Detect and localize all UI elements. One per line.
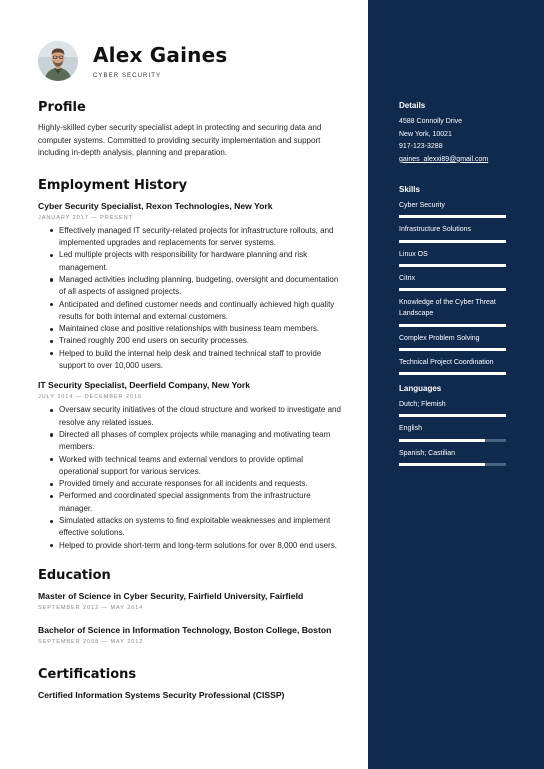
main-content [38, 100, 342, 700]
language-item [399, 399, 506, 417]
language-label: Dutch; Flemish [399, 401, 446, 408]
job-bullet: Maintained close and positive relationships with business team members. [38, 323, 342, 335]
avatar [38, 41, 78, 81]
address-line-1: 4588 Connolly Drive [399, 118, 463, 125]
skill-item [399, 297, 506, 327]
skill-bar [399, 372, 506, 375]
skills-section [399, 185, 506, 381]
skill-label: Complex Problem Solving [399, 334, 480, 342]
language-bar-fill [399, 463, 485, 466]
education-entry [38, 625, 342, 645]
skill-bar-fill [399, 264, 506, 267]
skill-item [399, 200, 506, 218]
job-bullet: Provided timely and accurate responses for all incidents and requests. [38, 478, 342, 490]
employment-section [38, 178, 342, 552]
skill-bar [399, 288, 506, 291]
skill-bar [399, 240, 506, 243]
education-heading: Education [38, 567, 111, 583]
profile-text: Highly-skilled cyber security specialist adept in protecting and securing data and computer systems. Committed to providing security implementation and support including in-depth analysis, planning and preparation. [38, 123, 322, 158]
education-dates: SEPTEMBER 2008 — MAY 2012 [38, 638, 144, 645]
skill-label: Citrix [399, 274, 415, 282]
name-block [93, 44, 227, 79]
job-entry [38, 380, 342, 552]
sidebar [368, 0, 544, 769]
skill-bar-fill [399, 372, 506, 375]
details-heading: Details [399, 101, 426, 110]
candidate-role: CYBER SECURITY [93, 72, 162, 79]
job-bullet: Trained roughly 200 end users on security processes. [38, 335, 342, 347]
skill-bar [399, 324, 506, 327]
language-bar-fill [399, 439, 485, 442]
skills-heading: Skills [399, 185, 420, 194]
job-title: IT Security Specialist, Deerfield Company, New York [38, 380, 251, 391]
job-title: Cyber Security Specialist, Rexon Technologies, New York [38, 200, 273, 211]
education-title: Master of Science in Cyber Security, Fairfield University, Fairfield [38, 590, 304, 601]
skill-bar-fill [399, 240, 506, 243]
languages-section [399, 384, 506, 472]
skill-bar [399, 348, 506, 351]
job-bullet: Anticipated and defined customer needs and continually achieved high quality results for both internal and external customers. [38, 299, 342, 324]
candidate-name: Alex Gaines [93, 42, 228, 67]
skill-bar [399, 215, 506, 218]
education-title: Bachelor of Science in Information Technology, Boston College, Boston [38, 624, 332, 635]
job-entry [38, 201, 342, 373]
job-bullet: Performed and coordinated special assignments from the infrastructure manager. [38, 490, 342, 515]
skill-item [399, 249, 506, 267]
profile-heading: Profile [38, 100, 86, 115]
resume-header [38, 40, 227, 82]
education-section [38, 568, 342, 645]
language-item [399, 423, 506, 441]
skill-item [399, 224, 506, 242]
job-bullet: Oversaw security initiatives of the cloud structure and worked to investigate and resolve any related issues. [38, 404, 342, 429]
job-bullets [38, 404, 342, 552]
education-dates: SEPTEMBER 2012 — MAY 2014 [38, 604, 144, 611]
certification-item: Certified Information Systems Security Professional (CISSP) [38, 689, 285, 700]
skill-label: Cyber Security [399, 202, 445, 209]
profile-section [38, 100, 342, 160]
skill-item [399, 273, 506, 291]
job-bullet: Led multiple projects with responsibility for hardware planning and risk management. [38, 249, 342, 274]
avatar-photo [38, 41, 78, 81]
language-item [399, 448, 506, 466]
job-bullet: Helped to build the internal help desk and trained technical staff to provide support to over 10,000 users. [38, 348, 342, 373]
job-dates: JULY 2014 — DECEMBER 2016 [38, 394, 143, 401]
skill-bar [399, 264, 506, 267]
language-bar [399, 439, 506, 442]
phone-number: 917-123-3288 [399, 143, 443, 151]
skill-bar-fill [399, 324, 506, 327]
certifications-heading: Certifications [38, 666, 137, 682]
language-bar [399, 463, 506, 466]
certifications-section [38, 667, 342, 700]
language-bar [399, 414, 506, 417]
skill-item [399, 357, 506, 375]
skill-label: Technical Project Coordination [399, 359, 494, 367]
email-link[interactable]: gaines_alexxi89@gmail.com [399, 155, 489, 163]
education-entry [38, 591, 342, 611]
skill-label: Linux OS [399, 250, 428, 258]
job-bullets [38, 225, 342, 373]
language-label: Spanish; Castilian [399, 449, 456, 457]
job-bullet: Effectively managed IT security-related projects for infrastructure rollouts, and implemented upgrades and replacements for server systems. [38, 225, 342, 250]
job-bullet: Managed activities including planning, budgeting, oversight and documentation of all aspects of assigned projects. [38, 274, 342, 299]
employment-heading: Employment History [38, 177, 188, 193]
language-label: English [399, 425, 422, 433]
language-bar-fill [399, 414, 506, 417]
skill-label: Knowledge of the Cyber Threat Landscape [399, 299, 496, 318]
address-line-2: New York, 10021 [399, 130, 452, 138]
skill-bar-fill [399, 288, 506, 291]
languages-heading: Languages [399, 384, 442, 393]
job-dates: JANUARY 2017 — PRESENT [38, 214, 133, 221]
job-bullet: Worked with technical teams and external vendors to provide optimal operational support for various services. [38, 454, 342, 479]
details-section [399, 101, 506, 166]
skill-bar-fill [399, 348, 506, 351]
job-bullet: Simulated attacks on systems to find exploitable weaknesses and implement effective solutions. [38, 515, 342, 540]
job-bullet: Helped to provide short-term and long-term solutions for over 8,000 end users. [38, 540, 342, 552]
skill-item [399, 333, 506, 351]
skill-bar-fill [399, 215, 506, 218]
skill-label: Infrastructure Solutions [399, 226, 471, 234]
job-bullet: Directed all phases of complex projects while managing and motivating team members. [38, 429, 342, 454]
